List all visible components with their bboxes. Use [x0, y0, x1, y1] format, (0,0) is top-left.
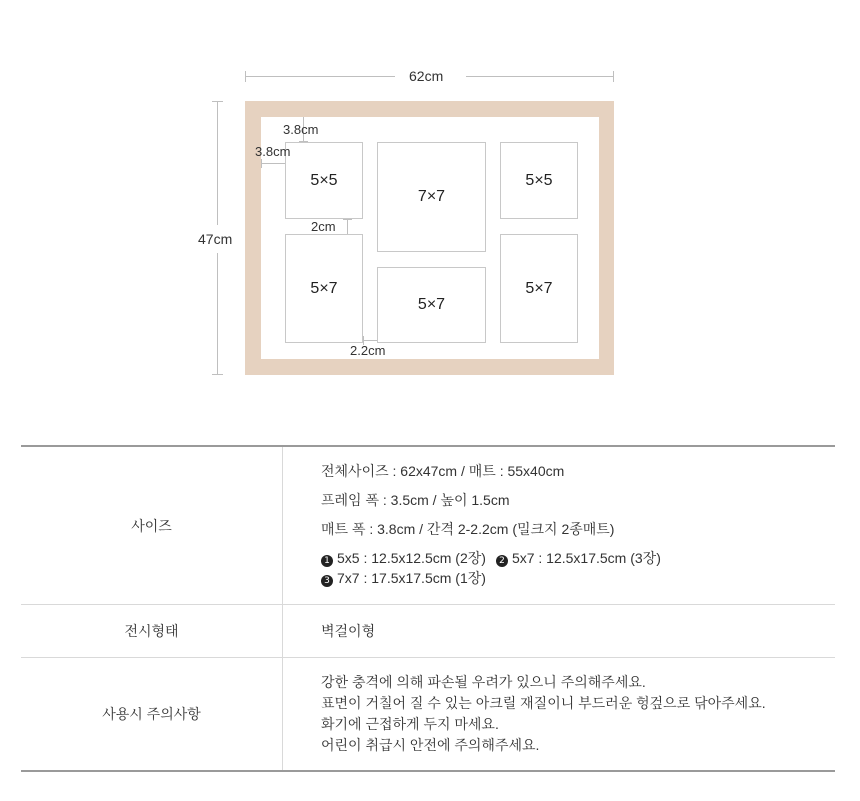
photo-size-label: 5×5: [310, 171, 338, 189]
height-tick-bottom: [212, 374, 223, 375]
width-tick-right: [613, 71, 614, 82]
photo-size-item-2: 5x7 : 12.5x17.5cm (3장): [511, 550, 661, 566]
mat-side-marker-tick: [261, 159, 262, 168]
mat-top-marker-tick: [299, 141, 308, 142]
height-tick-top: [212, 101, 223, 102]
overall-size-text: 전체사이즈 : 62x47cm / 매트 : 55x40cm: [321, 463, 565, 479]
spec-label-size: 사이즈: [21, 446, 283, 605]
mat-size-text: 매트 폭 : 3.8cm / 간격 2-2.2cm (밀크지 2종매트): [321, 521, 615, 537]
care-line: 표면이 거칠어 질 수 있는 아크릴 재질이니 부드러운 헝겊으로 닦아주세요.: [321, 695, 766, 711]
gap-label: 2cm: [311, 219, 336, 234]
mat-side-marker: [261, 163, 285, 164]
photo-size-item-3: 7x7 : 17.5x17.5cm (1장): [337, 570, 486, 586]
width-label: 62cm: [409, 68, 444, 84]
photo-size-list-line1: [321, 548, 834, 568]
care-line: 어린이 취급시 안전에 주의해주세요.: [321, 737, 540, 753]
mat-side-label: 3.8cm: [255, 144, 291, 159]
number-2-icon: 2: [496, 555, 508, 567]
photo-opening-bottom-right: [500, 234, 578, 343]
spec-value-display: 벽걸이형: [283, 605, 836, 658]
photo-size-label: 7×7: [417, 188, 446, 205]
photo-opening-center-top: [377, 142, 486, 252]
care-line: 강한 충격에 의해 파손될 우려가 있으니 주의해주세요.: [321, 674, 646, 690]
spec-value-care: [283, 658, 836, 772]
photo-size-label: 5×5: [525, 171, 553, 189]
photo-opening-center-bottom: [377, 267, 486, 343]
photo-size-item-1: 5x5 : 12.5x12.5cm (2장): [337, 550, 486, 566]
photo-size-label: 5×7: [417, 296, 446, 313]
photo-size-label: 5×7: [525, 279, 553, 297]
photo-opening-top-right: [500, 142, 578, 219]
care-line: 화기에 근접하게 두지 마세요.: [321, 716, 499, 732]
photo-opening-bottom-left: [285, 234, 363, 343]
width-dimension-line-right: [466, 76, 614, 77]
height-dimension-line-top: [217, 101, 218, 225]
gap2-label: 2.2cm: [350, 343, 386, 358]
spec-label-display: 전시형태: [21, 605, 283, 658]
photo-opening-top-left: [285, 142, 363, 219]
number-1-icon: 1: [321, 555, 333, 567]
width-tick-left: [245, 71, 246, 82]
spec-label-care: 사용시 주의사항: [21, 658, 283, 772]
spec-table: [21, 445, 835, 772]
gap2-marker: [363, 340, 377, 341]
mat-top-label: 3.8cm: [283, 122, 319, 137]
gap-marker-tick: [343, 219, 352, 220]
photo-size-list-line2: [321, 568, 834, 588]
gap-marker: [347, 219, 348, 234]
height-label: 47cm: [198, 231, 233, 247]
height-dimension-line-bottom: [217, 253, 218, 375]
spec-value-size: [283, 446, 836, 605]
spec-row-size: [21, 446, 835, 605]
width-dimension-line-left: [245, 76, 395, 77]
photo-size-label: 5×7: [310, 279, 338, 297]
spec-row-display: [21, 605, 835, 658]
frame-size-text: 프레임 폭 : 3.5cm / 높이 1.5cm: [321, 492, 510, 508]
spec-row-care: [21, 658, 835, 772]
number-3-icon: 3: [321, 575, 333, 587]
